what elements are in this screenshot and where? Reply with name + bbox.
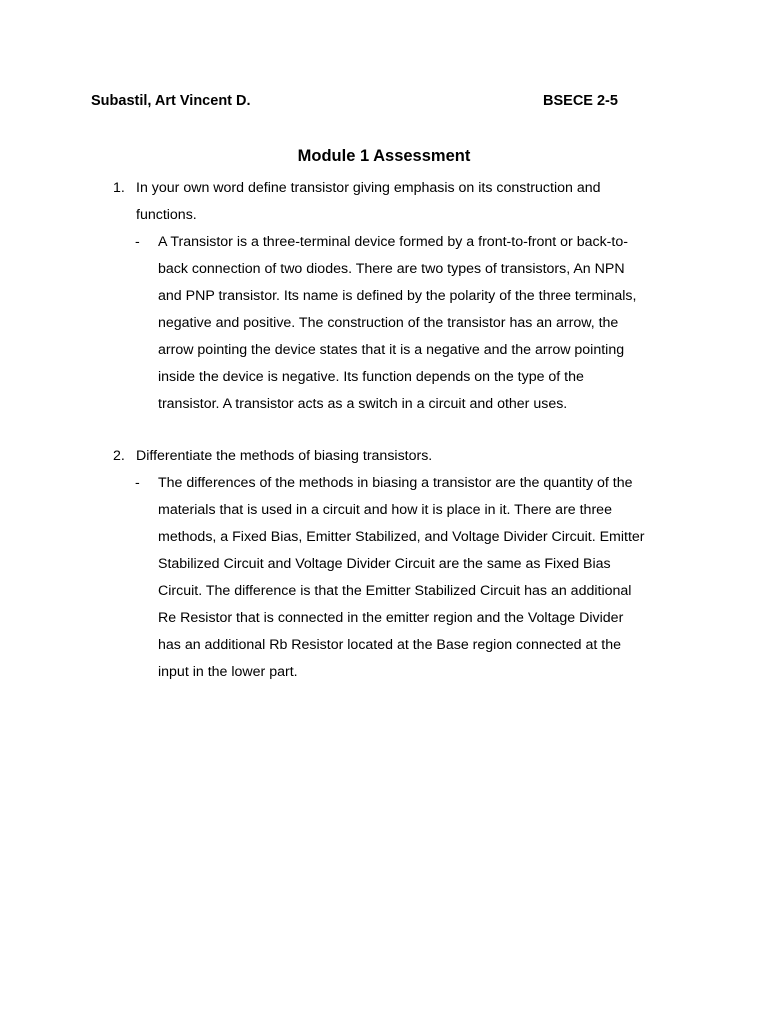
answer-line: The differences of the methods in biasing a transistor are the quantity of the <box>158 475 633 491</box>
answer-line: has an additional Rb Resistor located at the Base region connected at the <box>158 637 621 653</box>
question-number: 2. <box>113 448 125 464</box>
question-text <box>136 175 671 229</box>
answer-bullet: - <box>135 234 140 250</box>
answer-line: negative and positive. The construction of the transistor has an arrow, the <box>158 315 619 331</box>
answer-line: input in the lower part. <box>158 664 298 680</box>
answer-line: back connection of two diodes. There are two types of transistors, An NPN <box>158 261 625 277</box>
answer-line: inside the device is negative. Its function depends on the type of the <box>158 369 584 385</box>
question-line: functions. <box>136 207 197 223</box>
answer-line: transistor. A transistor acts as a switch in a circuit and other uses. <box>158 396 568 412</box>
answer-text <box>158 229 673 418</box>
page-title: Module 1 Assessment <box>297 147 471 165</box>
answer-bullet: - <box>135 475 140 491</box>
answer-line: Stabilized Circuit and Voltage Divider Circuit are the same as Fixed Bias <box>158 556 611 572</box>
answer-line: arrow pointing the device states that it is a negative and the arrow pointing <box>158 342 625 358</box>
answer-line: and PNP transistor. Its name is defined by the polarity of the three terminals, <box>158 288 637 304</box>
answer-line: Circuit. The difference is that the Emitter Stabilized Circuit has an additional <box>158 583 632 599</box>
student-name: Subastil, Art Vincent D. <box>91 93 251 109</box>
answer-line: methods, a Fixed Bias, Emitter Stabilized, and Voltage Divider Circuit. Emitter <box>158 529 645 545</box>
question-line: In your own word define transistor giving emphasis on its construction and <box>136 180 601 196</box>
answer-text <box>158 470 673 686</box>
question-line: Differentiate the methods of biasing transistors. <box>136 448 433 464</box>
answer-line: Re Resistor that is connected in the emitter region and the Voltage Divider <box>158 610 624 626</box>
question-text <box>136 443 671 470</box>
course-section: BSECE 2-5 <box>543 93 618 109</box>
answer-line: A Transistor is a three-terminal device formed by a front-to-front or back-to- <box>158 234 628 250</box>
question-number: 1. <box>113 180 125 196</box>
answer-line: materials that is used in a circuit and how it is place in it. There are three <box>158 502 612 518</box>
